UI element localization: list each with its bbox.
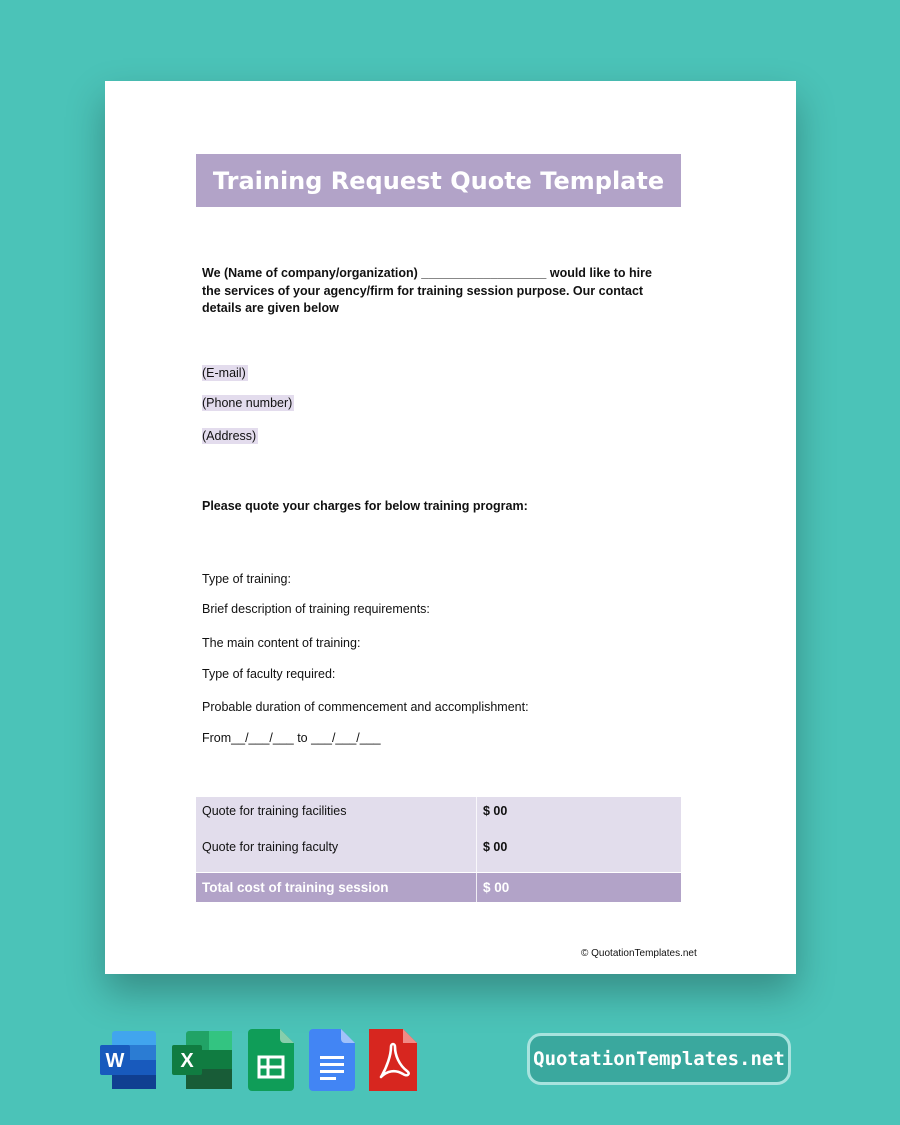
field-from-to: From__/___/___ to ___/___/___ [202, 731, 381, 745]
contact-email: (E-mail) [202, 366, 246, 380]
quote-row-label: Quote for training facilities [202, 804, 347, 818]
contact-phone: (Phone number) [202, 396, 293, 410]
contact-address: (Address) [202, 429, 257, 443]
quote-request-heading: Please quote your charges for below training program: [202, 499, 528, 513]
brand-label: QuotationTemplates.net [533, 1048, 785, 1070]
copyright-text: © QuotationTemplates.net [581, 948, 697, 959]
field-probable-duration: Probable duration of commencement and accomplishment: [202, 700, 529, 714]
docs-icon[interactable] [309, 1029, 355, 1096]
quote-total-value: $ 00 [483, 880, 510, 895]
sheets-icon[interactable] [248, 1029, 294, 1096]
field-brief-description: Brief description of training requirements: [202, 602, 430, 616]
quote-total-label: Total cost of training session [202, 880, 389, 895]
intro-paragraph: We (Name of company/organization) __________________ would like to hire the services of your agency/firm for training session purpose. Our contact details are given below [202, 266, 652, 315]
svg-text:X: X [180, 1050, 194, 1072]
pdf-icon[interactable] [369, 1029, 417, 1096]
field-faculty-type: Type of faculty required: [202, 667, 336, 681]
quote-table-divider [476, 797, 477, 902]
brand-badge[interactable] [527, 1033, 791, 1085]
document-page [105, 81, 796, 974]
quote-row-label: Quote for training faculty [202, 840, 339, 854]
quote-row-value: $ 00 [483, 840, 508, 854]
quote-total-row [196, 873, 681, 902]
word-icon[interactable] [100, 1029, 158, 1096]
document-title: Training Request Quote Template [196, 154, 681, 207]
quote-table [196, 797, 681, 902]
field-type-of-training: Type of training: [202, 572, 291, 586]
field-main-content: The main content of training: [202, 636, 361, 650]
svg-text:W: W [105, 1050, 125, 1072]
excel-icon[interactable] [172, 1029, 234, 1096]
quote-row-value: $ 00 [483, 804, 508, 818]
